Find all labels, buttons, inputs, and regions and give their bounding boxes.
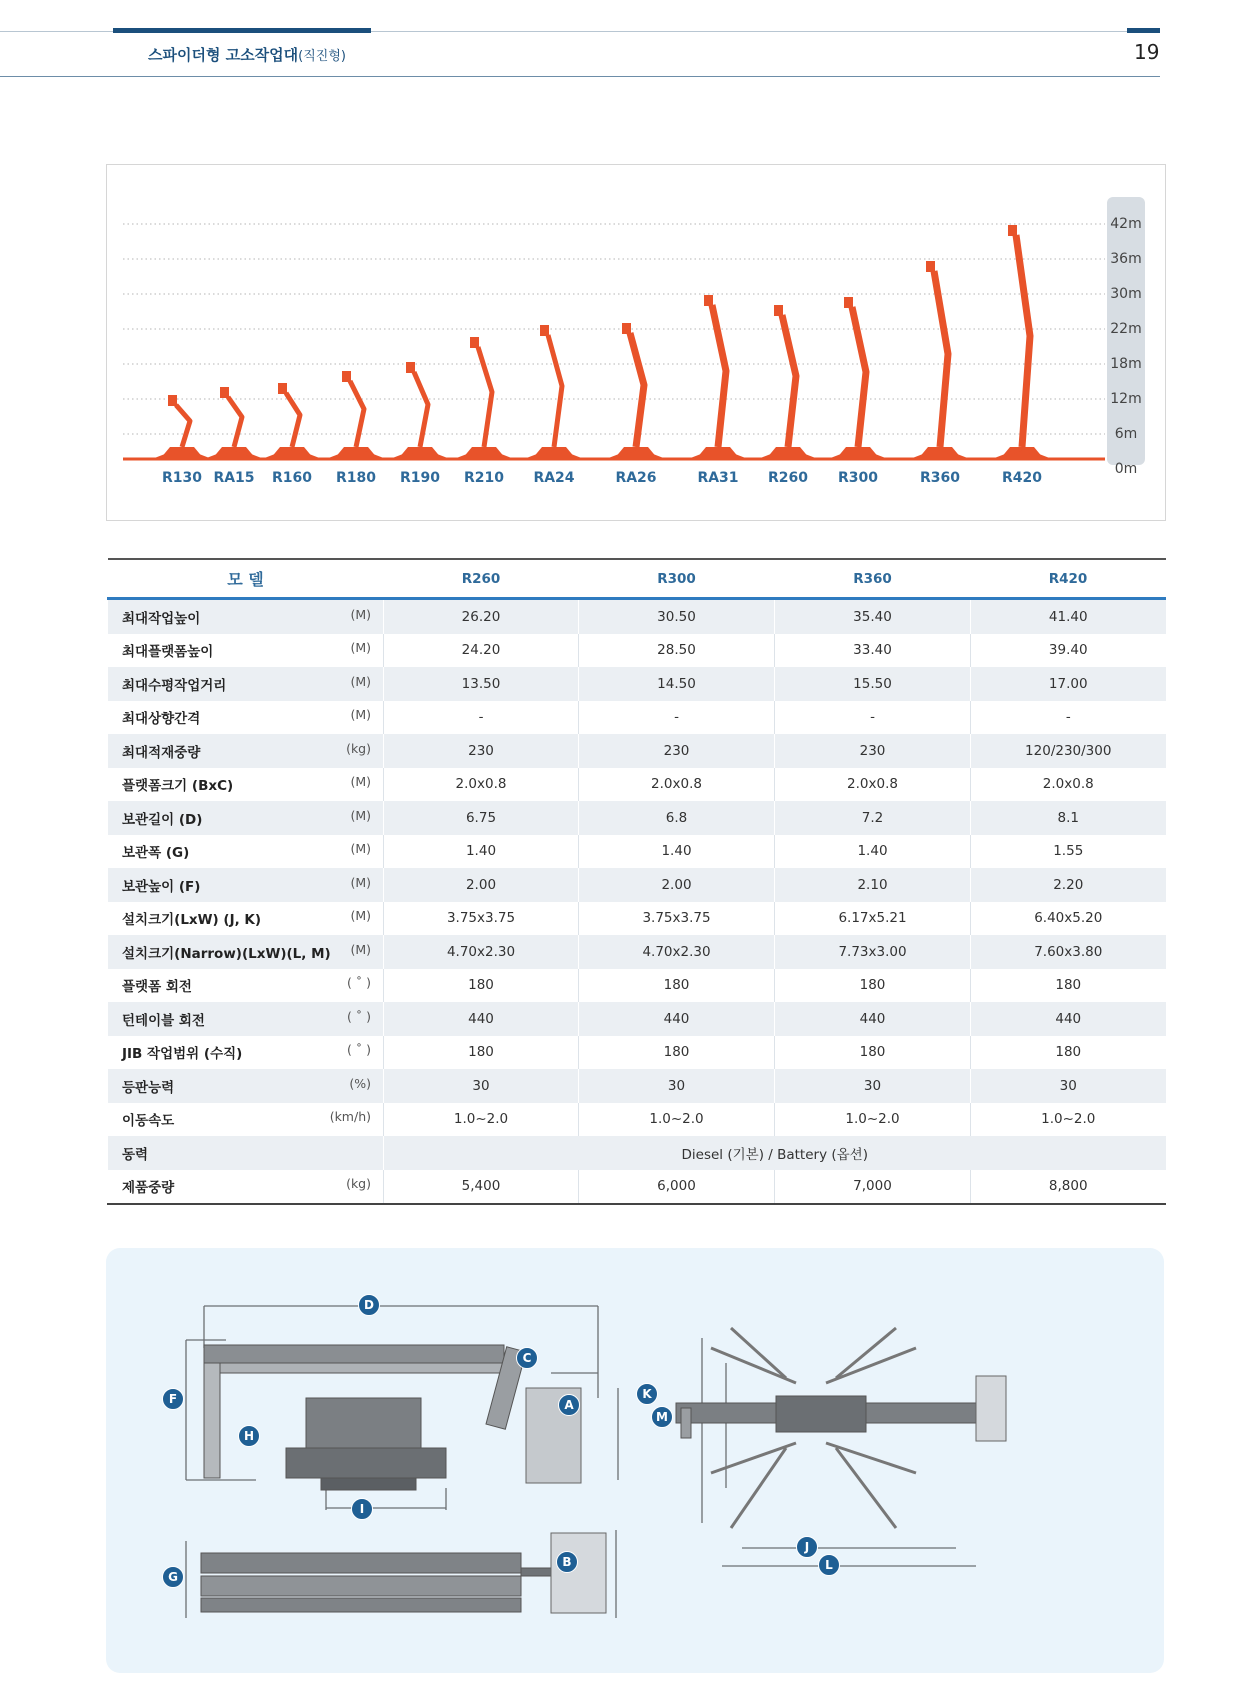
row-unit: (kg)	[346, 740, 371, 756]
cell-value: 30.50	[579, 599, 775, 634]
lift-boom	[712, 305, 726, 447]
lift-boom	[478, 347, 492, 447]
lift-boom	[414, 372, 428, 447]
cell-value: 6.75	[384, 801, 579, 835]
row-unit: (M)	[350, 908, 371, 924]
lift-silhouette	[458, 337, 510, 459]
model-label: R210	[463, 470, 505, 486]
cell-value: 8.1	[971, 801, 1166, 835]
cell-value: 30	[579, 1069, 775, 1103]
cell-value: 30	[775, 1069, 971, 1103]
row-unit: (M)	[350, 606, 371, 622]
row-label: 등판능력 (%)	[108, 1069, 384, 1103]
model-label: RA31	[697, 470, 739, 486]
cell-value: 14.50	[579, 667, 775, 701]
cell-value: 180	[579, 969, 775, 1003]
cell-value: 30	[384, 1069, 579, 1103]
scale-label: 30m	[1110, 286, 1142, 302]
row-unit: (M)	[350, 707, 371, 723]
cell-value: 7.73x3.00	[775, 935, 971, 969]
row-label: 최대작업높이 (M)	[108, 599, 384, 634]
row-label: 최대적재중량 (kg)	[108, 734, 384, 768]
row-label: 보관높이 (F) (M)	[108, 868, 384, 902]
lift-boom	[782, 315, 796, 447]
model-label: R190	[399, 470, 441, 486]
cell-value: 26.20	[384, 599, 579, 634]
page-section-title	[148, 44, 346, 65]
row-unit: (kg)	[346, 1176, 371, 1192]
lift-base	[1000, 447, 1044, 459]
row-label: 제품중량 (kg)	[108, 1170, 384, 1205]
header-bottom-rule	[0, 76, 1160, 77]
lift-base	[334, 447, 378, 459]
table-header-row	[108, 559, 1166, 599]
table-row	[108, 902, 1166, 936]
cell-value: 13.50	[384, 667, 579, 701]
dimension-badge-j: J	[796, 1536, 818, 1558]
lift-basket	[168, 395, 177, 406]
cell-value: 440	[579, 1002, 775, 1036]
cell-value: 230	[384, 734, 579, 768]
lift-silhouette	[330, 371, 382, 459]
cell-value: 7.2	[775, 801, 971, 835]
row-unit: (km/h)	[329, 1109, 371, 1125]
cell-value: 1.0~2.0	[579, 1103, 775, 1137]
cell-value: 24.20	[384, 634, 579, 668]
lift-basket	[540, 325, 549, 336]
lift-basket	[470, 337, 479, 348]
dimension-diagram	[106, 1248, 1164, 1673]
lift-base	[766, 447, 810, 459]
cell-value: 1.0~2.0	[775, 1103, 971, 1137]
section-title-suffix: (직진형)	[298, 49, 346, 64]
table-row-weight	[108, 1170, 1166, 1205]
scale-label: 36m	[1110, 251, 1142, 267]
table-row	[108, 768, 1166, 802]
row-label: 보관폭 (G) (M)	[108, 835, 384, 869]
model-header-r420: R420	[971, 559, 1166, 599]
lift-silhouette	[528, 325, 580, 459]
row-unit: (M)	[350, 874, 371, 890]
row-label: 최대플랫폼높이 (M)	[108, 634, 384, 668]
lift-boom	[286, 393, 300, 447]
cell-value: 440	[971, 1002, 1166, 1036]
scale-label: 0m	[1114, 461, 1138, 477]
cell-value: 1.40	[384, 835, 579, 869]
lift-base	[532, 447, 576, 459]
lift-basket	[406, 362, 415, 373]
cell-value: 28.50	[579, 634, 775, 668]
table-row	[108, 868, 1166, 902]
section-title-text: 스파이더형 고소작업대	[148, 46, 299, 64]
lift-boom	[852, 307, 866, 447]
row-label: 설치크기(Narrow)(LxW)(L, M) (M)	[108, 935, 384, 969]
page-number: 19	[1134, 40, 1160, 64]
cell-value: 4.70x2.30	[384, 935, 579, 969]
lift-boom	[1016, 235, 1030, 447]
lift-base	[398, 447, 442, 459]
cell-value: 2.0x0.8	[384, 768, 579, 802]
scale-label: 12m	[1110, 391, 1142, 407]
model-header-r300: R300	[579, 559, 775, 599]
lift-boom	[176, 405, 190, 447]
lift-base	[212, 447, 256, 459]
lift-basket	[622, 323, 631, 334]
cell-value: 35.40	[775, 599, 971, 634]
cell-value: 1.0~2.0	[384, 1103, 579, 1137]
model-label: R260	[767, 470, 809, 486]
cell-value: 180	[775, 969, 971, 1003]
lift-silhouette	[762, 305, 814, 459]
dimension-badge-d: D	[358, 1294, 380, 1316]
table-row	[108, 969, 1166, 1003]
machine-drawings	[106, 1248, 1164, 1673]
lift-basket	[774, 305, 783, 316]
cell-value: -	[579, 701, 775, 735]
cell-value: 5,400	[384, 1170, 579, 1205]
table-row	[108, 1069, 1166, 1103]
lift-basket	[704, 295, 713, 306]
lift-basket	[1008, 225, 1017, 236]
model-label: R420	[1001, 470, 1043, 486]
cell-value: 180	[775, 1036, 971, 1070]
lift-base	[614, 447, 658, 459]
lift-base	[836, 447, 880, 459]
row-label: 플랫폼크기 (BxC) (M)	[108, 768, 384, 802]
lift-silhouette	[156, 395, 208, 459]
row-unit: (M)	[350, 941, 371, 957]
cell-value: 1.40	[775, 835, 971, 869]
dimension-badge-b: B	[556, 1551, 578, 1573]
table-row	[108, 599, 1166, 634]
model-label: R130	[161, 470, 203, 486]
lift-base	[696, 447, 740, 459]
cell-value: 180	[579, 1036, 775, 1070]
cell-value: 180	[384, 1036, 579, 1070]
lift-basket	[342, 371, 351, 382]
cell-value: 39.40	[971, 634, 1166, 668]
table-row	[108, 835, 1166, 869]
model-label: RA15	[213, 470, 255, 486]
lift-silhouettes	[107, 165, 1165, 520]
row-unit: (M)	[350, 807, 371, 823]
cell-value: 440	[384, 1002, 579, 1036]
cell-value: 6.8	[579, 801, 775, 835]
table-row	[108, 701, 1166, 735]
row-label: 설치크기(LxW) (J, K) (M)	[108, 902, 384, 936]
cell-value: 180	[384, 969, 579, 1003]
dimension-badge-i: I	[351, 1498, 373, 1520]
lift-silhouette	[832, 297, 884, 459]
lift-silhouette	[266, 383, 318, 459]
table-row	[108, 935, 1166, 969]
cell-value: -	[775, 701, 971, 735]
dimension-badge-g: G	[162, 1566, 184, 1588]
lift-boom	[934, 271, 948, 447]
lift-boom	[350, 381, 364, 447]
scale-label: 22m	[1110, 321, 1142, 337]
model-label: R160	[271, 470, 313, 486]
model-label: RA24	[533, 470, 575, 486]
cell-value: 30	[971, 1069, 1166, 1103]
cell-value: -	[384, 701, 579, 735]
lift-boom	[630, 333, 644, 447]
cell-value: 180	[971, 969, 1166, 1003]
header-accent-bar-right	[1127, 28, 1160, 33]
dimension-badge-m: M	[651, 1406, 673, 1428]
row-unit: (M)	[350, 841, 371, 857]
row-label: 턴테이블 회전 ( ˚ )	[108, 1002, 384, 1036]
row-label: 최대수평작업거리 (M)	[108, 667, 384, 701]
cell-value: 6,000	[579, 1170, 775, 1205]
row-label: JIB 작업범위 (수직) ( ˚ )	[108, 1036, 384, 1070]
cell-value: 1.40	[579, 835, 775, 869]
cell-value: 2.00	[384, 868, 579, 902]
lift-base	[918, 447, 962, 459]
row-unit: (M)	[350, 640, 371, 656]
lift-silhouette	[610, 323, 662, 459]
row-unit: ( ˚ )	[347, 975, 371, 991]
cell-value: 15.50	[775, 667, 971, 701]
model-label: R300	[837, 470, 879, 486]
lift-boom	[548, 335, 562, 447]
cell-value: 8,800	[971, 1170, 1166, 1205]
cell-value: 2.20	[971, 868, 1166, 902]
cell-value: 7.60x3.80	[971, 935, 1166, 969]
cell-value: 230	[579, 734, 775, 768]
lift-silhouette	[914, 261, 966, 459]
cell-value: 2.0x0.8	[579, 768, 775, 802]
scale-label: 6m	[1114, 426, 1138, 442]
height-comparison-chart	[106, 164, 1166, 521]
table-row	[108, 1002, 1166, 1036]
lift-basket	[844, 297, 853, 308]
header-accent-bar	[113, 28, 371, 33]
row-label: 플랫폼 회전 ( ˚ )	[108, 969, 384, 1003]
table-row-power	[108, 1136, 1166, 1170]
dimension-badge-c: C	[516, 1347, 538, 1369]
model-label: RA26	[615, 470, 657, 486]
cell-value: 17.00	[971, 667, 1166, 701]
row-unit: ( ˚ )	[347, 1008, 371, 1024]
table-row	[108, 1103, 1166, 1137]
cell-value: 1.55	[971, 835, 1166, 869]
cell-value: 41.40	[971, 599, 1166, 634]
row-unit: (M)	[350, 774, 371, 790]
cell-value: 33.40	[775, 634, 971, 668]
cell-value: 7,000	[775, 1170, 971, 1205]
row-unit: ( ˚ )	[347, 1042, 371, 1058]
lift-basket	[220, 387, 229, 398]
dimension-badge-a: A	[558, 1394, 580, 1416]
table-row	[108, 667, 1166, 701]
cell-value: 3.75x3.75	[579, 902, 775, 936]
lift-base	[462, 447, 506, 459]
cell-value: 120/230/300	[971, 734, 1166, 768]
cell-value: 230	[775, 734, 971, 768]
row-label: 최대상향간격 (M)	[108, 701, 384, 735]
power-value: Diesel (기본) / Battery (옵션)	[384, 1136, 1166, 1170]
lift-basket	[926, 261, 935, 272]
height-scale	[1107, 197, 1145, 477]
table-row	[108, 1036, 1166, 1070]
scale-label: 18m	[1110, 356, 1142, 372]
scale-label: 42m	[1110, 216, 1142, 232]
row-label: 동력	[108, 1136, 384, 1170]
table-row	[108, 734, 1166, 768]
cell-value: 440	[775, 1002, 971, 1036]
cell-value: 180	[971, 1036, 1166, 1070]
cell-value: 1.0~2.0	[971, 1103, 1166, 1137]
lift-boom	[228, 397, 242, 447]
cell-value: 2.0x0.8	[971, 768, 1166, 802]
model-header-r360: R360	[775, 559, 971, 599]
row-label: 이동속도 (km/h)	[108, 1103, 384, 1137]
model-header-r260: R260	[384, 559, 579, 599]
cell-value: 6.40x5.20	[971, 902, 1166, 936]
cell-value: 3.75x3.75	[384, 902, 579, 936]
table-row	[108, 801, 1166, 835]
model-label: R180	[335, 470, 377, 486]
spec-table	[107, 558, 1166, 1205]
table-row	[108, 634, 1166, 668]
lift-silhouette	[394, 362, 446, 459]
row-label: 보관길이 (D) (M)	[108, 801, 384, 835]
cell-value: 2.00	[579, 868, 775, 902]
cell-value: -	[971, 701, 1166, 735]
model-label: R360	[919, 470, 961, 486]
lift-basket	[278, 383, 287, 394]
cell-value: 2.10	[775, 868, 971, 902]
lift-silhouette	[208, 387, 260, 459]
model-column-header: 모 델	[108, 559, 384, 599]
model-label-row	[107, 470, 1165, 494]
dimension-badge-k: K	[636, 1383, 658, 1405]
dimension-badge-f: F	[162, 1388, 184, 1410]
cell-value: 6.17x5.21	[775, 902, 971, 936]
row-unit: (M)	[350, 673, 371, 689]
lift-base	[270, 447, 314, 459]
row-unit: (%)	[349, 1075, 371, 1091]
cell-value: 2.0x0.8	[775, 768, 971, 802]
lift-base	[160, 447, 204, 459]
cell-value: 4.70x2.30	[579, 935, 775, 969]
dimension-badge-h: H	[238, 1425, 260, 1447]
lift-silhouette	[996, 225, 1048, 459]
dimension-badge-l: L	[818, 1554, 840, 1576]
